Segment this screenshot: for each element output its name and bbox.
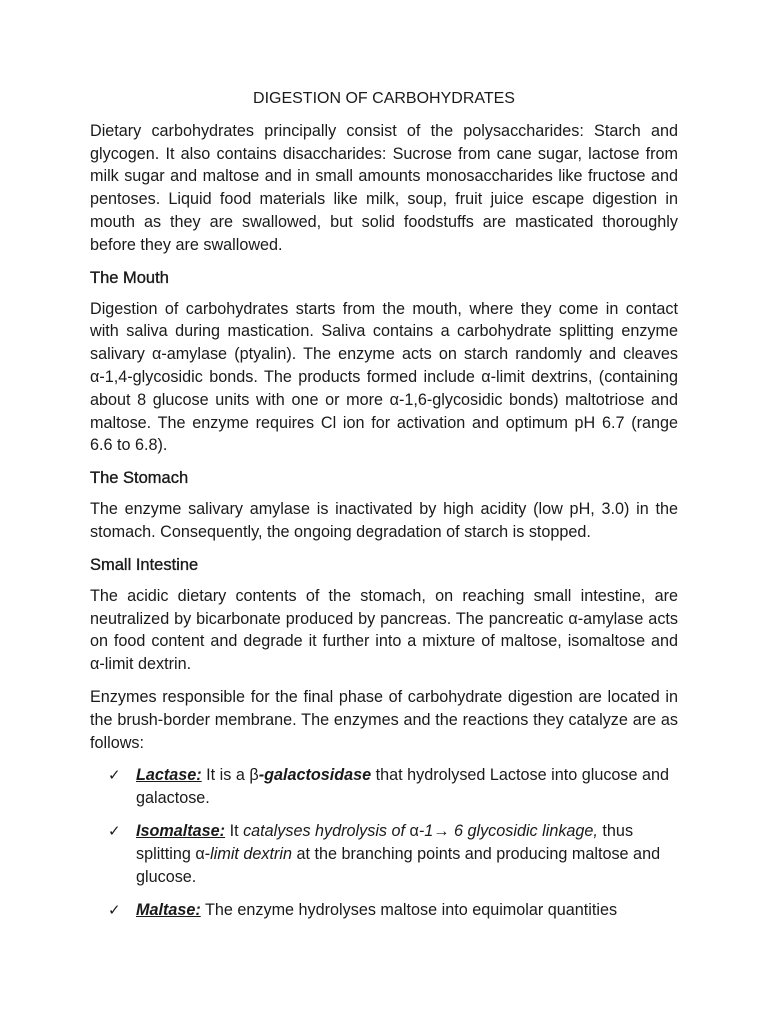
isomaltase-emphasis-2: -1→ 6 glycosidic linkage, xyxy=(418,822,598,841)
list-item-isomaltase xyxy=(90,820,678,889)
enzyme-term-maltase: Maltase: xyxy=(136,901,201,920)
lactase-beta: β xyxy=(249,766,259,785)
checkmark-icon: ✓ xyxy=(108,766,121,785)
document-title: DIGESTION OF CARBOHYDRATES xyxy=(253,90,515,107)
isomaltase-text-2: thus splitting α- xyxy=(136,822,634,864)
lactase-text-2: that hydrolysed Lactose into glucose and galactose. xyxy=(136,766,670,808)
small-intestine-paragraph-2: Enzymes responsible for the final phase of carbohydrate digestion are located in the brush-border membrane. The enzymes and the reactions they catalyze are as follows: xyxy=(90,687,678,752)
lactase-text-1: It is a xyxy=(201,766,250,785)
stomach-paragraph: The enzyme salivary amylase is inactivated by high acidity (low pH, 3.0) in the stomach. Consequently, the ongoing degradation of starch is stopped. xyxy=(90,500,678,541)
isomaltase-alpha: α xyxy=(405,822,419,841)
isomaltase-emphasis-3: limit dextrin xyxy=(210,845,292,864)
checkmark-icon: ✓ xyxy=(108,822,121,841)
section-heading-stomach: The Stomach xyxy=(90,469,189,488)
enzyme-list xyxy=(90,764,678,922)
section-heading-small-intestine: Small Intestine xyxy=(90,555,199,574)
checkmark-icon: ✓ xyxy=(108,901,121,920)
document-page xyxy=(90,88,678,932)
isomaltase-emphasis-1: catalyses hydrolysis of xyxy=(243,822,406,841)
list-item-maltase xyxy=(90,899,678,922)
enzyme-term-lactase: Lactase: xyxy=(136,766,202,785)
small-intestine-paragraph-1: The acidic dietary contents of the stomach, on reaching small intestine, are neutralized by bicarbonate produced by pancreas. The pancreatic α-amylase acts on food content and degrade it further into a mixture of maltose, isomaltose and α-limit dextrin. xyxy=(90,586,678,674)
mouth-paragraph: Digestion of carbohydrates starts from the mouth, where they come in contact with saliva during mastication. Saliva contains a carbohydrate splitting enzyme salivary α-amylase (ptyalin). The enzyme acts on starch randomly and cleaves α-1,4-glycosidic bonds. The products formed include α-limit dextrins, (containing about 8 glucose units with one or more α-1,6-glycosidic bonds) maltotriose and maltose. The enzyme requires Cl ion for activation and optimum pH 6.7 (range 6.6 to 6.8). xyxy=(90,299,678,455)
isomaltase-text-1: It xyxy=(225,822,244,841)
isomaltase-text-3: at the branching points and producing maltose and glucose. xyxy=(136,845,661,887)
intro-paragraph: Dietary carbohydrates principally consist of the polysaccharides: Starch and glycogen. It also contains disaccharides: Sucrose from cane sugar, lactose from milk sugar and maltose and in small amounts monosaccharides like fructose and pentoses. Liquid food materials like milk, soup, fruit juice escape digestion in mouth as they are swallowed, but solid foodstuffs are masticated thoroughly before they are swallowed. xyxy=(90,121,678,254)
section-heading-mouth: The Mouth xyxy=(90,268,169,287)
lactase-emphasis: -galactosidase xyxy=(258,766,372,785)
maltase-text-1: The enzyme hydrolyses maltose into equimolar quantities xyxy=(200,901,618,920)
enzyme-term-isomaltase: Isomaltase: xyxy=(136,822,226,841)
list-item-lactase xyxy=(90,764,678,810)
